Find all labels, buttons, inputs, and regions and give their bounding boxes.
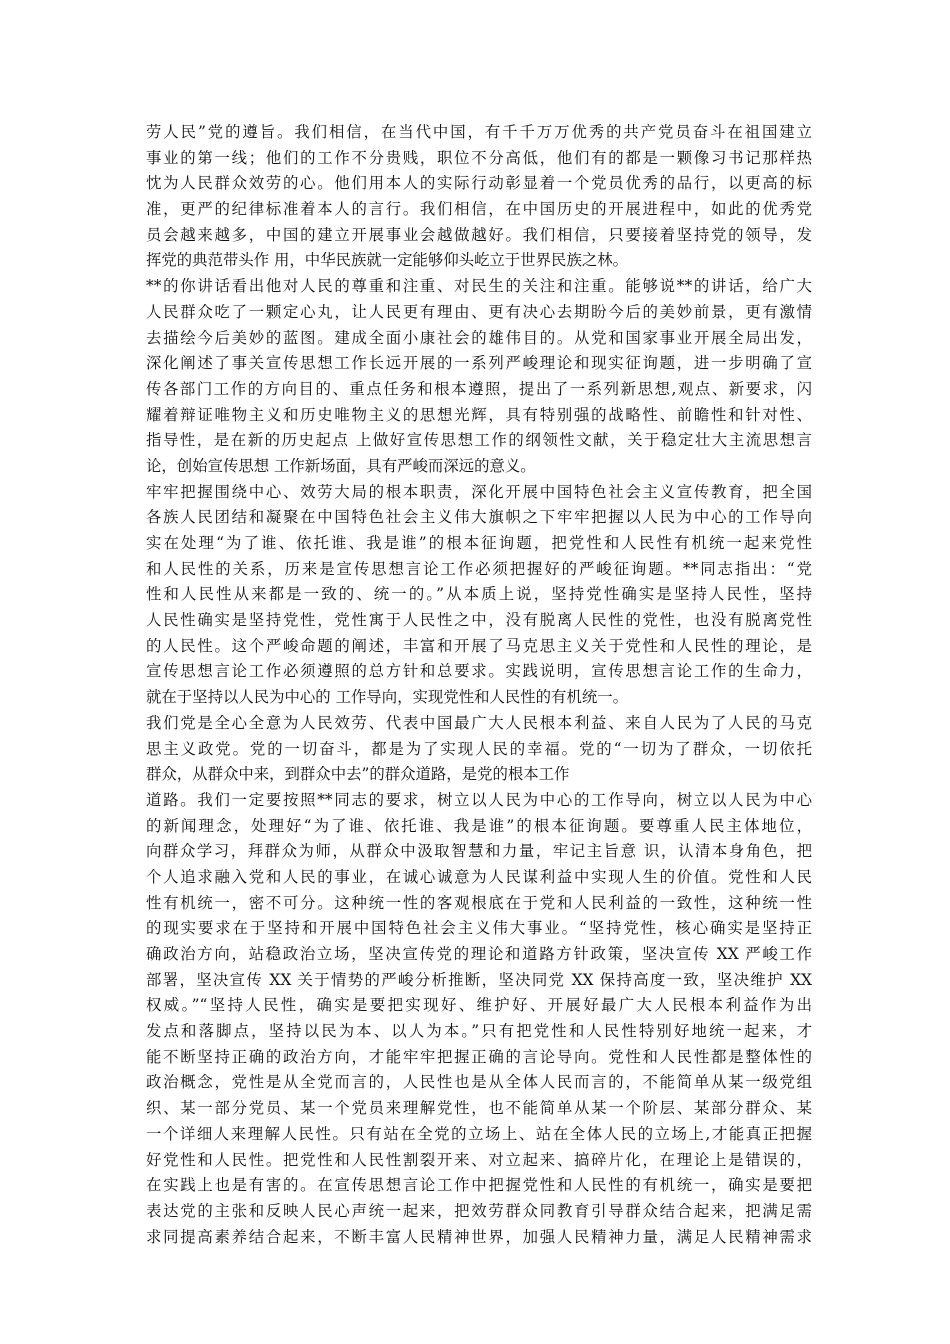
text-line: 挥党的典范带头作 用，中华民族就一定能够仰头屹立于世界民族之林。 <box>146 251 629 270</box>
text-line: 确政治方向，站稳政治立场，坚决宣传党的理论和道路方针政策，坚决宣传 XX 严峻工作 <box>146 945 812 963</box>
text-line: 去描绘今后美妙的蓝图。建成全面小康社会的雄伟目的。从党和国家事业开展全局出发， <box>146 328 812 347</box>
text-line: 求同提高素养结合起来，不断丰富人民精神世界，加强人民精神力量，满足人民精神需求 <box>146 1227 812 1246</box>
text-line: 实在处理“为了谁、依托谁、我是谁”的根本征询题，把党性和人民性有机统一起来党性 <box>146 534 812 552</box>
text-line: 我们党是全心全意为人民效劳、代表中国最广大人民根本利益、来自人民为了人民的马克 <box>146 713 812 732</box>
text-line: 人民群众吃了一颗定心丸，让人民更有理由、更有决心去期盼今后的美妙前景，更有激情 <box>146 302 812 321</box>
text-line: 群众，从群众中来，到群众中去”的群众道路，是党的根本工作 <box>146 765 570 784</box>
paragraph <box>146 788 812 1250</box>
text-line: 在实践上也是有害的。在宣传思想言论工作中把握党性和人民性的有机统一，确实是要把 <box>146 1176 812 1195</box>
text-line: 发点和落脚点，坚持以民为本、以人为本。”只有把党性和人民性特别好地统一起来，才 <box>146 1022 812 1041</box>
text-line: 性和人民性从来都是一致的、统一的。”从本质上说，坚持党性确实是坚持人民性，坚持 <box>146 585 812 604</box>
text-line: 指导性，是在新的历史起点 上做好宣传思想工作的纲领性文献，关于稳定壮大主流思想言 <box>146 431 812 450</box>
paragraph <box>146 480 812 711</box>
text-line: 各族人民团结和凝聚在中国特色社会主义伟大旗帜之下牢牢把握以人民为中心的工作导向 <box>146 508 812 527</box>
text-line: 道路。我们一定要按照**同志的要求，树立以人民为中心的工作导向，树立以人民为中心 <box>146 790 812 809</box>
text-line: 权威。”“坚持人民性，确实是要把实现好、维护好、开展好最广大人民根本利益作为出 <box>146 996 812 1015</box>
text-line: 的新闻理念，处理好“为了谁、依托谁、我是谁”的根本征询题。要尊重人民主体地位， <box>146 816 812 835</box>
text-line: 思主义政党。党的一切奋斗，都是为了实现人民的幸福。党的“一切为了群众，一切依托 <box>146 739 812 758</box>
text-line: 部署，坚决宣传 XX 关于情势的严峻分析推断，坚决同党 XX 保持高度一致，坚决维护 XX <box>146 970 812 989</box>
text-line: 表达党的主张和反映人民心声统一起来，把效劳群众同教育引导群众结合起来，把满足需 <box>146 1201 812 1220</box>
text-line: 牢牢把握围绕中心、效劳大局的根本职责，深化开展中国特色社会主义宣传教育，把全国 <box>146 482 812 501</box>
text-line: 就在于坚持以人民为中心的 工作导向，实现党性和人民性的有机统一。 <box>146 688 629 707</box>
text-line: 论，创始宣传思想 工作新场面，具有严峻而深远的意义。 <box>146 456 536 475</box>
text-line: 员会越来越多，中国的建立开展事业会越做越好。我们相信，只要接着坚持党的领导，发 <box>146 225 812 244</box>
text-line: 性有机统一，密不可分。这种统一性的客观根底在于党和人民利益的一致性，这种统一性 <box>146 893 812 912</box>
text-line: 织、某一部分党员、某一个党员来理解党性，也不能简单从某一个阶层、某部分群众、某 <box>146 1099 812 1118</box>
paragraph <box>146 711 812 788</box>
text-line: 事业的第一线；他们的工作不分贵贱，职位不分高低，他们有的都是一颗像习书记那样热 <box>146 148 812 167</box>
text-line: 能不断坚持正确的政治方向，才能牢牢把握正确的言论导向。党性和人民性都是整体性的 <box>146 1047 812 1066</box>
text-line: 和人民性的关系，历来是宣传思想言论工作必须把握好的严峻征询题。**同志指出：“党 <box>146 559 812 578</box>
text-line: 的现实要求在于坚持和开展中国特色社会主义伟大事业。“坚持党性，核心确实是坚持正 <box>146 919 812 938</box>
text-line: 劳人民”党的遵旨。我们相信，在当代中国，有千千万万优秀的共产党员奋斗在祖国建立 <box>146 123 812 141</box>
document-page <box>146 120 812 1250</box>
text-line: 忱为人民群众效劳的心。他们用本人的实际行动彰显着一个党员优秀的品行，以更高的标 <box>146 174 812 193</box>
text-line: 个人追求融入党和人民的事业，在诚心诚意为人民谋利益中实现人生的价值。党性和人民 <box>146 867 812 886</box>
text-line: 耀着辩证唯物主义和历史唯物主义的思想光辉，具有特别强的战略性、前瞻性和针对性、 <box>146 405 812 424</box>
text-line: 准，更严的纪律标准着本人的言行。我们相信，在中国历史的开展进程中，如此的优秀党 <box>146 200 812 219</box>
text-line: **的你讲话看出他对人民的尊重和注重、对民生的关注和注重。能够说**的讲话，给广大 <box>146 277 812 296</box>
text-line: 的人民性。这个严峻命题的阐述，丰富和开展了马克思主义关于党性和人民性的理论，是 <box>146 636 812 655</box>
text-line: 传各部门工作的方向目的、重点任务和根本遵照，提出了一系列新思想,观点、新要求，闪 <box>146 379 812 398</box>
text-line: 政治概念，党性是从全党而言的，人民性也是从全体人民而言的，不能简单从某一级党组 <box>146 1073 812 1092</box>
text-line: 一个详细人来理解人民性。只有站在全党的立场上、站在全体人民的立场上,才能真正把握 <box>146 1124 812 1143</box>
paragraph <box>146 120 812 274</box>
text-line: 人民性确实是坚持党性，党性寓于人民性之中，没有脱离人民性的党性，也没有脱离党性 <box>146 611 812 630</box>
text-line: 宣传思想言论工作必须遵照的总方针和总要求。实践说明，宣传思想言论工作的生命力， <box>146 662 812 681</box>
paragraph <box>146 274 812 480</box>
text-line: 向群众学习，拜群众为师，从群众中汲取智慧和力量，牢记主旨意 识，认清本身角色，把 <box>146 842 812 861</box>
text-line: 好党性和人民性。把党性和人民性割裂开来、对立起来、搞碎片化，在理论上是错误的， <box>146 1150 812 1169</box>
text-line: 深化阐述了事关宣传思想工作长远开展的一系列严峻理论和现实征询题，进一步明确了宣 <box>146 354 812 373</box>
